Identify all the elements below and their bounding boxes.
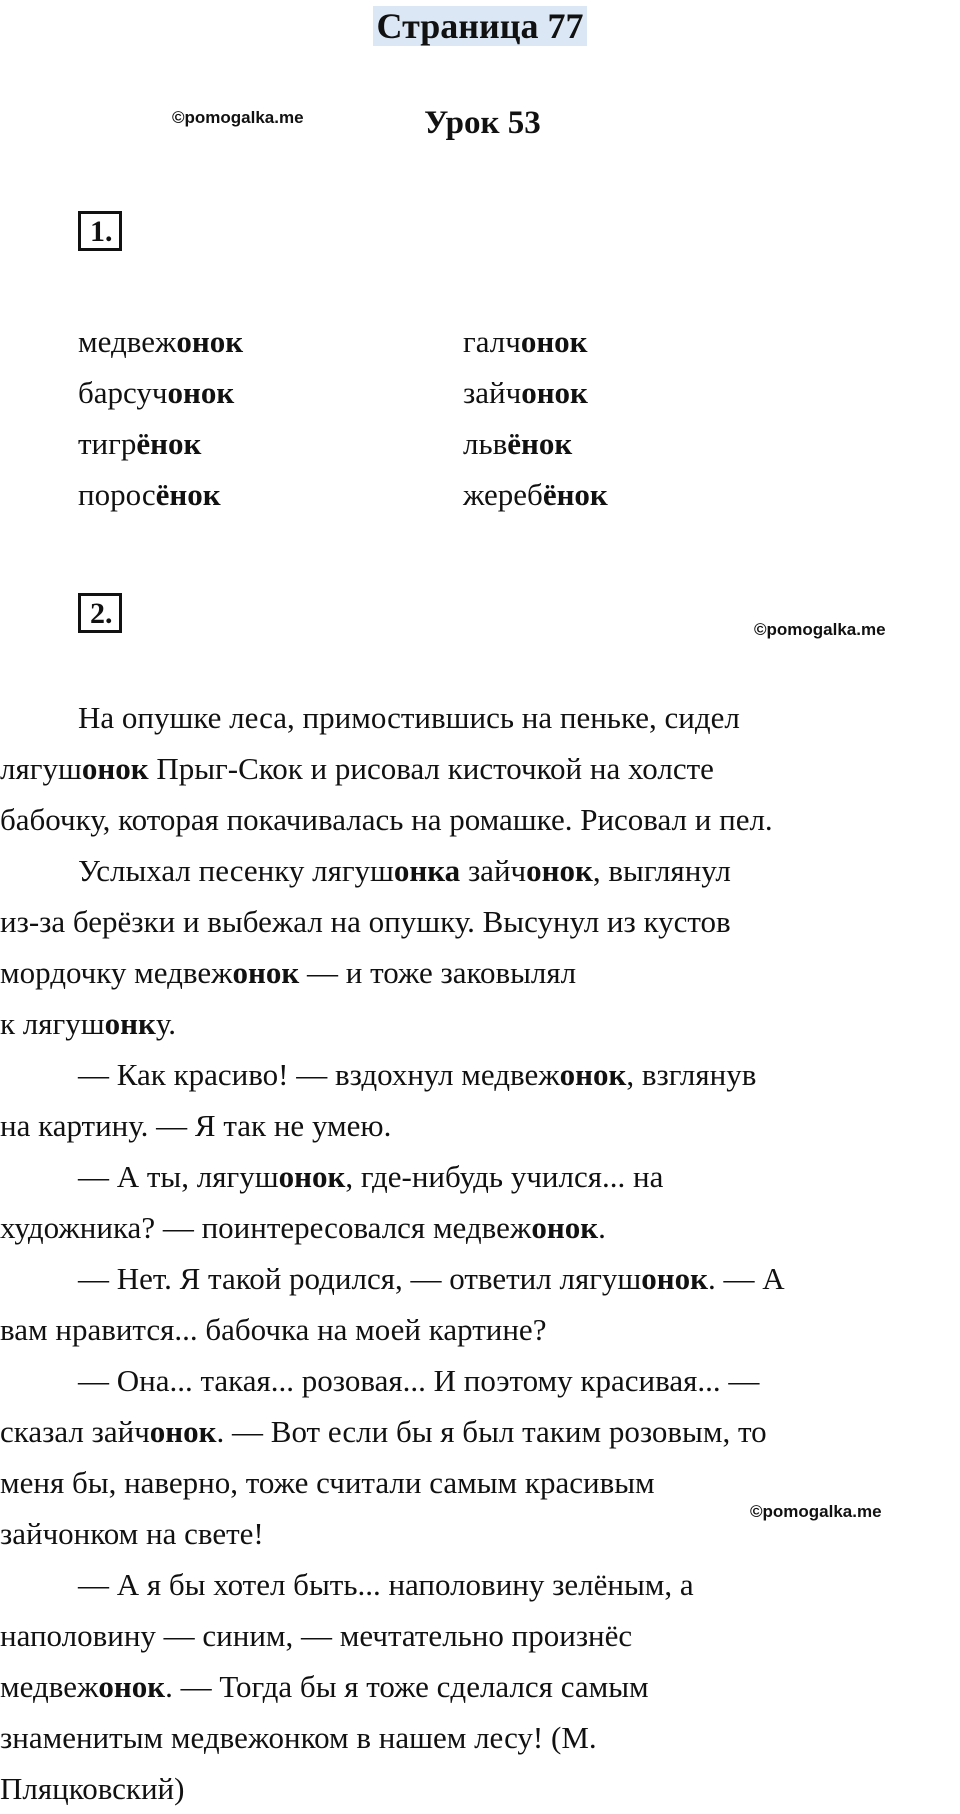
word-suffix: ёнок [155, 477, 221, 512]
text-line [0, 1661, 960, 1712]
text-line [0, 896, 960, 947]
word-stem: барсуч [78, 375, 168, 410]
word-item [78, 469, 243, 520]
page-title [0, 3, 960, 49]
highlighted-suffix: онок [531, 1210, 599, 1245]
text-line [0, 947, 960, 998]
text-segment: мордочку медвеж [0, 955, 233, 990]
text-segment: на картину. — Я так не умею. [0, 1108, 392, 1143]
text-segment: Прыг-Скок и рисовал кисточкой на холсте [148, 751, 714, 786]
word-stem: порос [78, 477, 156, 512]
text-segment: вам нравится... бабочка на моей картине? [0, 1312, 547, 1347]
story-text [0, 692, 960, 1814]
word-suffix: онок [520, 324, 588, 359]
highlighted-suffix: онок [559, 1057, 627, 1092]
text-line [0, 692, 960, 743]
word-suffix: ёнок [136, 426, 202, 461]
text-segment: . — Тогда бы я тоже сделался самым [165, 1669, 649, 1704]
text-line [0, 794, 960, 845]
text-segment: . [598, 1210, 606, 1245]
highlighted-suffix: онок [149, 1414, 217, 1449]
text-line [0, 1304, 960, 1355]
highlighted-suffix: онк [104, 1006, 156, 1041]
text-line [0, 1049, 960, 1100]
text-segment: из-за берёзки и выбежал на опушку. Высунул из кустов [0, 904, 731, 939]
word-stem: галч [463, 324, 521, 359]
word-suffix: онок [167, 375, 235, 410]
highlighted-suffix: онок [98, 1669, 166, 1704]
text-segment: у. [155, 1006, 177, 1041]
text-segment: — и тоже заковылял [299, 955, 577, 990]
text-segment: На опушке леса, примостившись на пеньке, сидел [78, 700, 740, 735]
text-segment: знаменитым медвежонком в нашем лесу! (М. [0, 1720, 597, 1755]
word-stem: тигр [78, 426, 137, 461]
text-segment: зайч [460, 853, 527, 888]
text-segment: медвеж [0, 1669, 99, 1704]
text-segment: , где-нибудь учился... на [345, 1159, 664, 1194]
text-line [0, 1100, 960, 1151]
word-item [78, 316, 243, 367]
text-line [0, 1457, 960, 1508]
watermark: ©pomogalka.me [754, 620, 886, 639]
word-suffix: онок [521, 375, 588, 410]
text-line [0, 1610, 960, 1661]
text-segment: сказал зайч [0, 1414, 150, 1449]
word-item [463, 469, 608, 520]
text-segment: Услыхал песенку лягуш [78, 853, 394, 888]
highlighted-suffix: онок [641, 1261, 709, 1296]
text-segment: бабочку, которая покачивалась на ромашке. Рисовал и пел. [0, 802, 773, 837]
text-segment: — А ты, лягуш [78, 1159, 279, 1194]
highlighted-suffix: онок [278, 1159, 346, 1194]
page-title-text: Страница 77 [373, 6, 588, 46]
text-segment: , взглянув [626, 1057, 757, 1092]
word-suffix: онок [176, 324, 244, 359]
text-segment: наполовину — синим, — мечтательно произнёс [0, 1618, 633, 1653]
text-segment: . — Вот если бы я был таким розовым, то [216, 1414, 767, 1449]
text-segment: к лягуш [0, 1006, 105, 1041]
task-2-number: 2. [78, 593, 122, 633]
text-segment: — Нет. Я такой родился, — ответил лягуш [78, 1261, 642, 1296]
text-segment: — А я бы хотел быть... наполовину зелёным, а [78, 1567, 694, 1602]
text-segment: художника? — поинтересовался медвеж [0, 1210, 532, 1245]
word-column-right [463, 316, 608, 520]
text-segment: Пляцковский) [0, 1771, 185, 1806]
text-line [0, 1712, 960, 1763]
text-segment: меня бы, наверно, тоже считали самым красивым [0, 1465, 655, 1500]
word-stem: медвеж [78, 324, 177, 359]
highlighted-suffix: онок [526, 853, 593, 888]
word-item [78, 418, 243, 469]
word-column-left [78, 316, 243, 520]
highlighted-suffix: онок [81, 751, 149, 786]
text-segment: — Как красиво! — вздохнул медвеж [78, 1057, 560, 1092]
text-line [0, 845, 960, 896]
text-line [0, 1763, 960, 1814]
highlighted-suffix: онка [393, 853, 461, 888]
watermark: ©pomogalka.me [750, 1502, 882, 1521]
word-item [463, 367, 608, 418]
word-item [463, 316, 608, 367]
text-line [0, 998, 960, 1049]
highlighted-suffix: онок [232, 955, 300, 990]
word-suffix: ёнок [507, 426, 573, 461]
word-item [78, 367, 243, 418]
lesson-title: Урок 53 [424, 105, 541, 141]
text-segment: зайчонком на свете! [0, 1516, 264, 1551]
text-segment: . — А [708, 1261, 785, 1296]
task-1-number: 1. [78, 211, 122, 251]
text-line [0, 1355, 960, 1406]
text-segment: , выглянул [592, 853, 731, 888]
text-line [0, 1253, 960, 1304]
word-stem: льв [463, 426, 508, 461]
text-segment: лягуш [0, 751, 82, 786]
watermark: ©pomogalka.me [172, 108, 304, 127]
word-stem: жереб [463, 477, 543, 512]
text-line [0, 1559, 960, 1610]
text-segment: — Она... такая... розовая... И поэтому красивая... — [78, 1363, 760, 1398]
word-stem: зайч [463, 375, 522, 410]
word-item [463, 418, 608, 469]
text-line [0, 743, 960, 794]
word-suffix: ёнок [542, 477, 608, 512]
text-line [0, 1406, 960, 1457]
text-line [0, 1151, 960, 1202]
text-line [0, 1202, 960, 1253]
